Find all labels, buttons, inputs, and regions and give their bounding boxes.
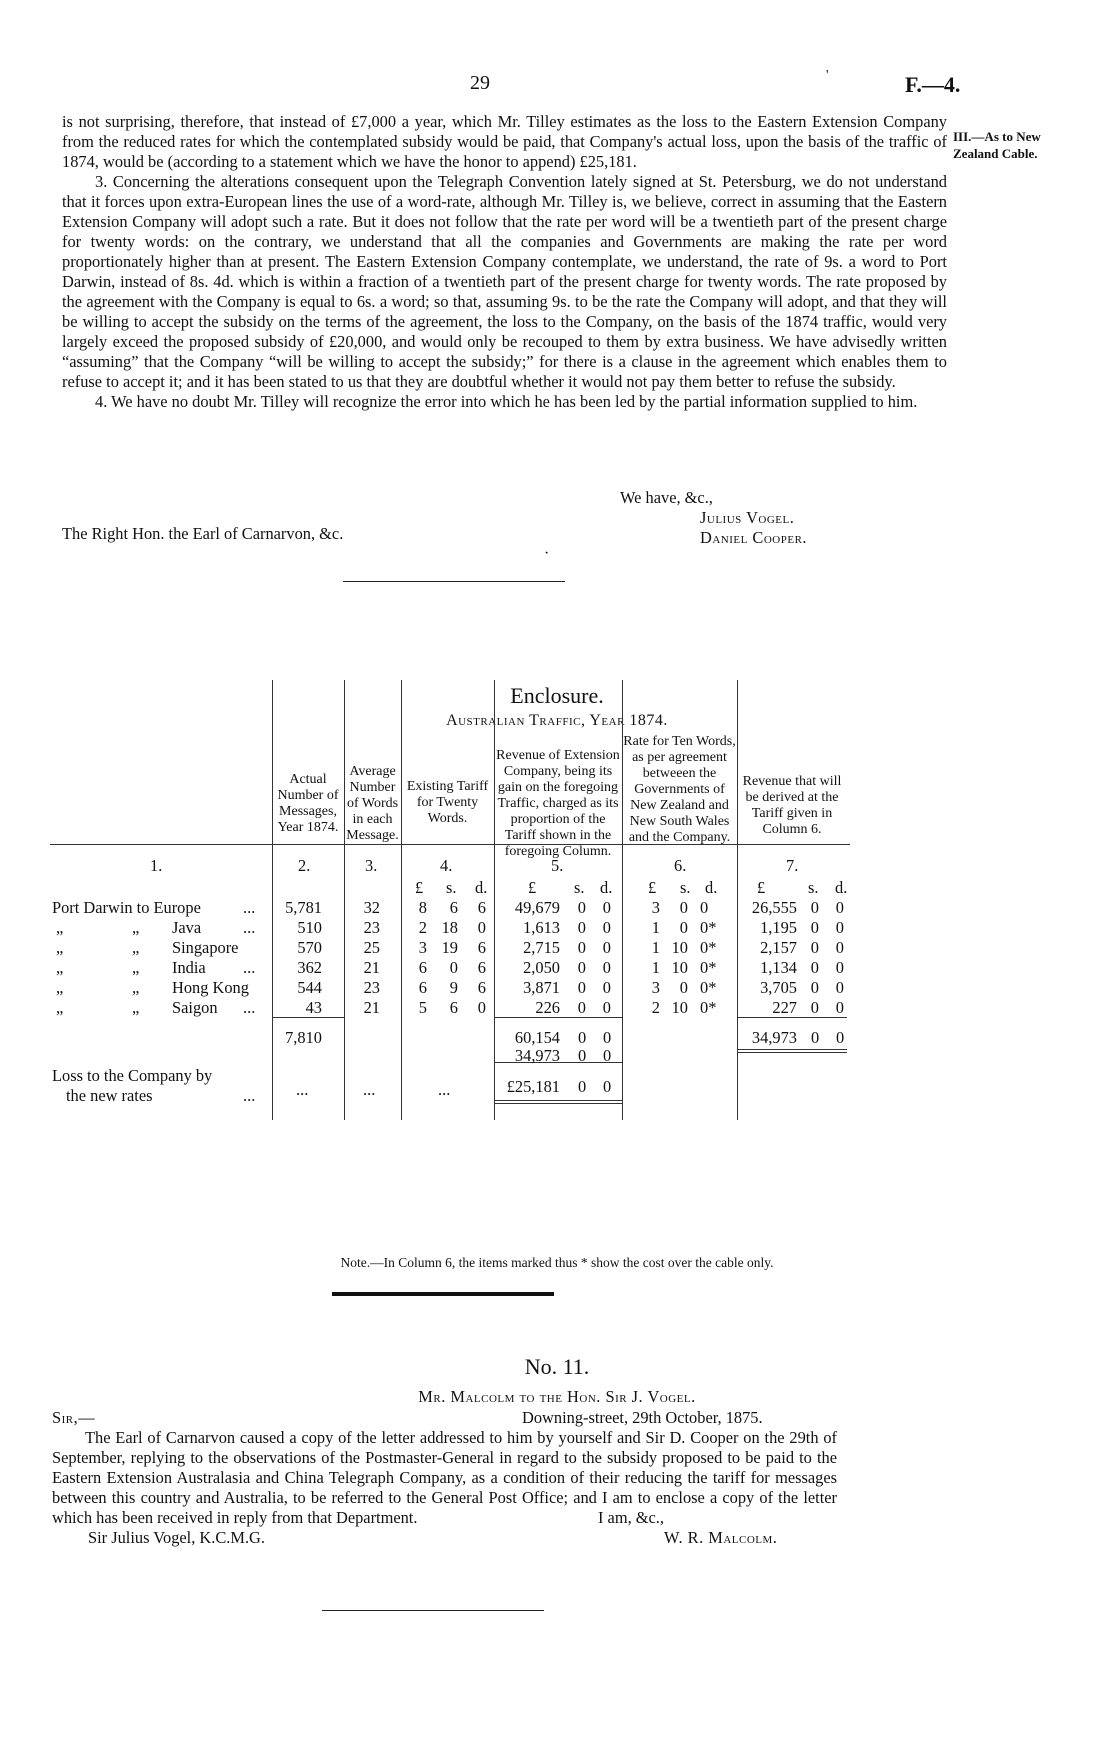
table-rule [494,1103,622,1104]
unit-4-pence: d. [475,878,488,897]
cell-t-l: 8 [418,898,427,917]
cell-v-l: 2,157 [760,938,797,957]
addressee: The Right Hon. the Earl of Carnarvon, &c. [62,524,344,543]
cell-t-s: 19 [441,938,458,957]
col-number-3: 3. [365,856,378,875]
cell-r-l: 1,613 [523,918,560,937]
ditto-mark: „ [132,918,140,937]
unit-6-pence: d. [705,878,718,897]
cell-t-d: 6 [477,938,486,957]
cell-t-l: 2 [418,918,427,937]
col-number-5: 5. [551,856,564,875]
cell-messages: 362 [297,958,322,977]
letter-11-closing: I am, &c., [598,1508,664,1527]
total-revenue-pounds: 60,154 [514,1028,560,1047]
unit-5-pound: £ [528,878,537,897]
cell-r-s: 0 [577,998,586,1017]
ditto-mark: „ [132,958,140,977]
cell-n-s: 10 [671,998,688,1017]
cell-r-s: 0 [577,918,586,937]
row-route: India [172,958,206,977]
cell-t-l: 5 [418,998,427,1017]
cell-n-l: 1 [651,918,660,937]
paragraph-3: 3. Concerning the alterations consequent upon the Telegraph Convention lately signed at St. Petersburg, we do not understand that it forces upon extra-European lines the use of a word-rate, although Mr. Tilley is, we believe, correct in assuming that the Eastern Extension Company will adopt such a rate. But it does not follow that the rate per word will be a twentieth part of the present charge for twenty words: on the contrary, we understand that all the companies and Governments are making the rate per word proportionately higher than at present. The Eastern Extension Company contemplate, we understand, the rate of 9s. a word to Port Darwin, instead of 8s. 4d. which is within a fraction of a twentieth part of the present charge for twenty words. The rate proposed by the agreement with the Company is equal to 6s. a word; so that, assuming 9s. to be the rate the Company will adopt, and that they will be willing to accept the subsidy on the terms of the agreement, the loss to the Company, on the basis of the 1874 traffic, would very largely exceed the proposed subsidy of £20,000, and would only be recouped to them by extra business. We have advisedly written “assuming” that the Company “will be willing to accept the subsidy;” for there is a clause in the agreement which enables them to refuse to accept it; and it has been stated to us that they are doubtful whether it would not pay them better to refuse the subsidy. [62,172,947,391]
less-revenue-pounds: 34,973 [514,1046,560,1065]
unit-4-pound: £ [415,878,424,897]
cell-t-l: 6 [418,978,427,997]
loss-dots-col2: ... [296,1080,309,1099]
cell-r-s: 0 [577,978,586,997]
total-new-revenue-pence: 0 [836,1028,845,1047]
col-number-2: 2. [298,856,311,875]
cell-words: 21 [363,998,380,1017]
loss-dots-col4: ... [438,1080,451,1099]
letter-body [62,112,947,412]
cell-n-s: 0 [679,978,688,997]
unit-5-pence: d. [600,878,613,897]
cell-v-s: 0 [810,958,819,977]
cell-words: 21 [363,958,380,977]
salutation: Sir,— [52,1408,96,1427]
cell-v-s: 0 [810,998,819,1017]
cell-v-d: 0 [835,978,844,997]
ditto-mark: „ [132,998,140,1017]
signatory-vogel: Julius Vogel. [700,508,795,527]
loss-pounds: £25,181 [506,1077,560,1096]
cell-t-s: 18 [441,918,458,937]
cell-n-d: 0* [700,978,717,997]
cell-messages: 5,781 [285,898,322,917]
col-header-revenue-extension: Revenue of Extension Company, being its gain on the foregoing Traffic, charged as its proportion of the Tariff shown in the foregoing Column. [496,748,620,859]
margin-note-line-2: Zealand Cable. [953,146,1038,161]
cell-v-d: 0 [835,958,844,977]
col-header-messages: Actual Number of Messages, Year 1874. [277,772,339,835]
tick-mark: ' [826,68,829,83]
cell-n-s: 0 [679,898,688,917]
loss-shillings: 0 [578,1077,587,1096]
col-number-6: 6. [674,856,687,875]
unit-7-pence: d. [835,878,848,897]
less-revenue-shillings: 0 [578,1046,587,1065]
loss-pence: 0 [603,1077,612,1096]
cell-n-d: 0* [700,938,717,957]
table-rule [737,1052,847,1053]
cell-v-s: 0 [810,978,819,997]
cell-n-s: 10 [671,958,688,977]
row-route: Java [172,918,202,937]
row-leader: ... [243,958,256,977]
cell-v-l: 1,134 [760,958,797,977]
unit-4-shilling: s. [446,878,457,897]
stray-dot: · [544,545,550,562]
cell-words: 23 [363,978,380,997]
unit-5-shilling: s. [574,878,585,897]
section-divider [343,581,565,582]
row-leader: ... [243,998,256,1017]
total-revenue-shillings: 0 [578,1028,587,1047]
table-note: Note.—In Column 6, the items marked thus * show the cost over the cable only. [340,1255,774,1270]
col-number-1: 1. [150,856,163,875]
cell-v-s: 0 [810,938,819,957]
page-number: 29 [470,72,490,94]
unit-6-shilling: s. [680,878,691,897]
col-header-existing-tariff: Existing Tariff for Twenty Words. [406,779,489,826]
loss-label-line-1: Loss to the Company by [52,1066,213,1085]
letter-number: No. 11. [524,1354,590,1379]
signatory-cooper: Daniel Cooper. [700,528,808,547]
cell-n-l: 1 [651,938,660,957]
cell-r-d: 0 [602,958,611,977]
cell-r-s: 0 [577,898,586,917]
cell-r-l: 49,679 [514,898,560,917]
cell-n-d: 0* [700,998,717,1017]
cell-r-d: 0 [602,918,611,937]
cell-v-l: 3,705 [760,978,797,997]
ditto-mark: „ [56,918,64,937]
cell-v-d: 0 [835,918,844,937]
paragraph-4: 4. We have no doubt Mr. Tilley will recognize the error into which he has been led by the partial information supplied to him. [95,392,918,411]
unit-7-pound: £ [757,878,766,897]
letter-11-body [52,1428,837,1528]
ditto-mark: „ [56,938,64,957]
cell-r-l: 226 [535,998,560,1017]
cell-r-l: 2,715 [523,938,560,957]
cell-words: 32 [363,898,380,917]
letter-heading: Mr. Malcolm to the Hon. Sir J. Vogel. [418,1387,696,1406]
row-leader: ... [243,918,256,937]
cell-messages: 570 [297,938,322,957]
ditto-mark: „ [56,998,64,1017]
cell-n-s: 10 [671,938,688,957]
row-route: Singapore [172,938,239,957]
total-revenue-pence: 0 [603,1028,612,1047]
section-divider-thick [332,1292,554,1296]
cell-t-s: 6 [449,898,458,917]
cell-n-l: 3 [651,898,660,917]
cell-n-l: 1 [651,958,660,977]
col-header-avg-words: Average Number of Words in each Message. [346,764,399,843]
letter-11-paragraph: The Earl of Carnarvon caused a copy of the letter addressed to him by yourself and Sir D. Cooper on the 29th of September, replying to the observations of the Postmaster-General in regard to the subsidy proposed to be paid to the Eastern Extension Australasia and China Telegraph Company, as a condition of their reducing the tariff for messages between this country and Australia, to be referred to the General Post Office; and I am to enclose a copy of the letter which has been received in reply from that Department. [52,1428,837,1527]
unit-7-shilling: s. [808,878,819,897]
cell-v-l: 1,195 [760,918,797,937]
total-messages: 7,810 [285,1028,322,1047]
cell-t-s: 6 [449,998,458,1017]
cell-v-d: 0 [835,938,844,957]
cell-t-d: 0 [477,998,486,1017]
enclosure-subtitle: Australian Traffic, Year 1874. [446,712,668,729]
total-new-revenue-pounds: 34,973 [751,1028,797,1047]
page-reference: F.—4. [905,72,961,97]
cell-r-l: 3,871 [523,978,560,997]
cell-v-d: 0 [835,998,844,1017]
cell-r-d: 0 [602,978,611,997]
cell-v-s: 0 [810,918,819,937]
cell-r-s: 0 [577,958,586,977]
cell-t-d: 6 [477,958,486,977]
cell-v-l: 26,555 [751,898,797,917]
col-header-rate-ten-words: Rate for Ten Words, as per agreement betweeen the Governments of New Zealand and New South Wales and the Company. [623,734,736,845]
cell-t-d: 6 [477,898,486,917]
section-divider [322,1610,544,1611]
cell-t-s: 0 [449,958,458,977]
table-rule [494,1100,622,1101]
row-route: Port Darwin to Europe [52,898,201,917]
cell-n-d: 0* [700,958,717,977]
cell-r-l: 2,050 [523,958,560,977]
intro-paragraph: is not surprising, therefore, that instead of £7,000 a year, which Mr. Tilley estimates as the loss to the Eastern Extension Company from the reduced rates for which the contemplated subsidy would be paid, that Company's actual loss, upon the basis of the traffic of 1874, would be (according to a statement which we have the honor to append) £25,181. [62,112,947,171]
cell-t-l: 6 [418,958,427,977]
loss-dots-col3: ... [363,1080,376,1099]
cell-n-l: 3 [651,978,660,997]
cell-r-d: 0 [602,938,611,957]
cell-t-d: 6 [477,978,486,997]
cell-words: 25 [363,938,380,957]
cell-t-l: 3 [418,938,427,957]
cell-n-d: 0 [700,898,709,917]
cell-v-d: 0 [835,898,844,917]
unit-6-pound: £ [648,878,657,897]
ditto-mark: „ [132,978,140,997]
letter-11-signature: W. R. Malcolm. [664,1528,778,1547]
cell-r-d: 0 [602,898,611,917]
cell-n-s: 0 [679,918,688,937]
less-revenue-pence: 0 [603,1046,612,1065]
cell-r-s: 0 [577,938,586,957]
total-new-revenue-shillings: 0 [811,1028,820,1047]
closing: We have, &c., [620,488,713,507]
enclosure-title: Enclosure. [510,683,604,708]
cell-r-d: 0 [602,998,611,1017]
row-route: Hong Kong [172,978,249,997]
letter-11-recipient: Sir Julius Vogel, K.C.M.G. [88,1528,265,1547]
row-leader: ... [243,898,256,917]
cell-messages: 43 [305,998,322,1017]
margin-note-line-1: III.—As to New [953,129,1041,144]
cell-messages: 510 [297,918,322,937]
col-number-4: 4. [440,856,453,875]
cell-t-d: 0 [477,918,486,937]
col-header-revenue-derived: Revenue that will be derived at the Tariff given in Column 6. [742,774,842,837]
table-rule [737,1049,847,1050]
row-route: Saigon [172,998,218,1017]
cell-v-l: 227 [772,998,797,1017]
ditto-mark: „ [56,978,64,997]
loss-leader: ... [243,1086,256,1105]
loss-label-line-2: the new rates [66,1086,153,1105]
cell-words: 23 [363,918,380,937]
cell-n-d: 0* [700,918,717,937]
cell-v-s: 0 [810,898,819,917]
col-number-7: 7. [786,856,799,875]
ditto-mark: „ [132,938,140,957]
ditto-mark: „ [56,958,64,977]
cell-messages: 544 [297,978,322,997]
dateline: Downing-street, 29th October, 1875. [522,1408,763,1427]
cell-t-s: 9 [449,978,458,997]
margin-note [953,128,1113,162]
cell-n-l: 2 [651,998,660,1017]
